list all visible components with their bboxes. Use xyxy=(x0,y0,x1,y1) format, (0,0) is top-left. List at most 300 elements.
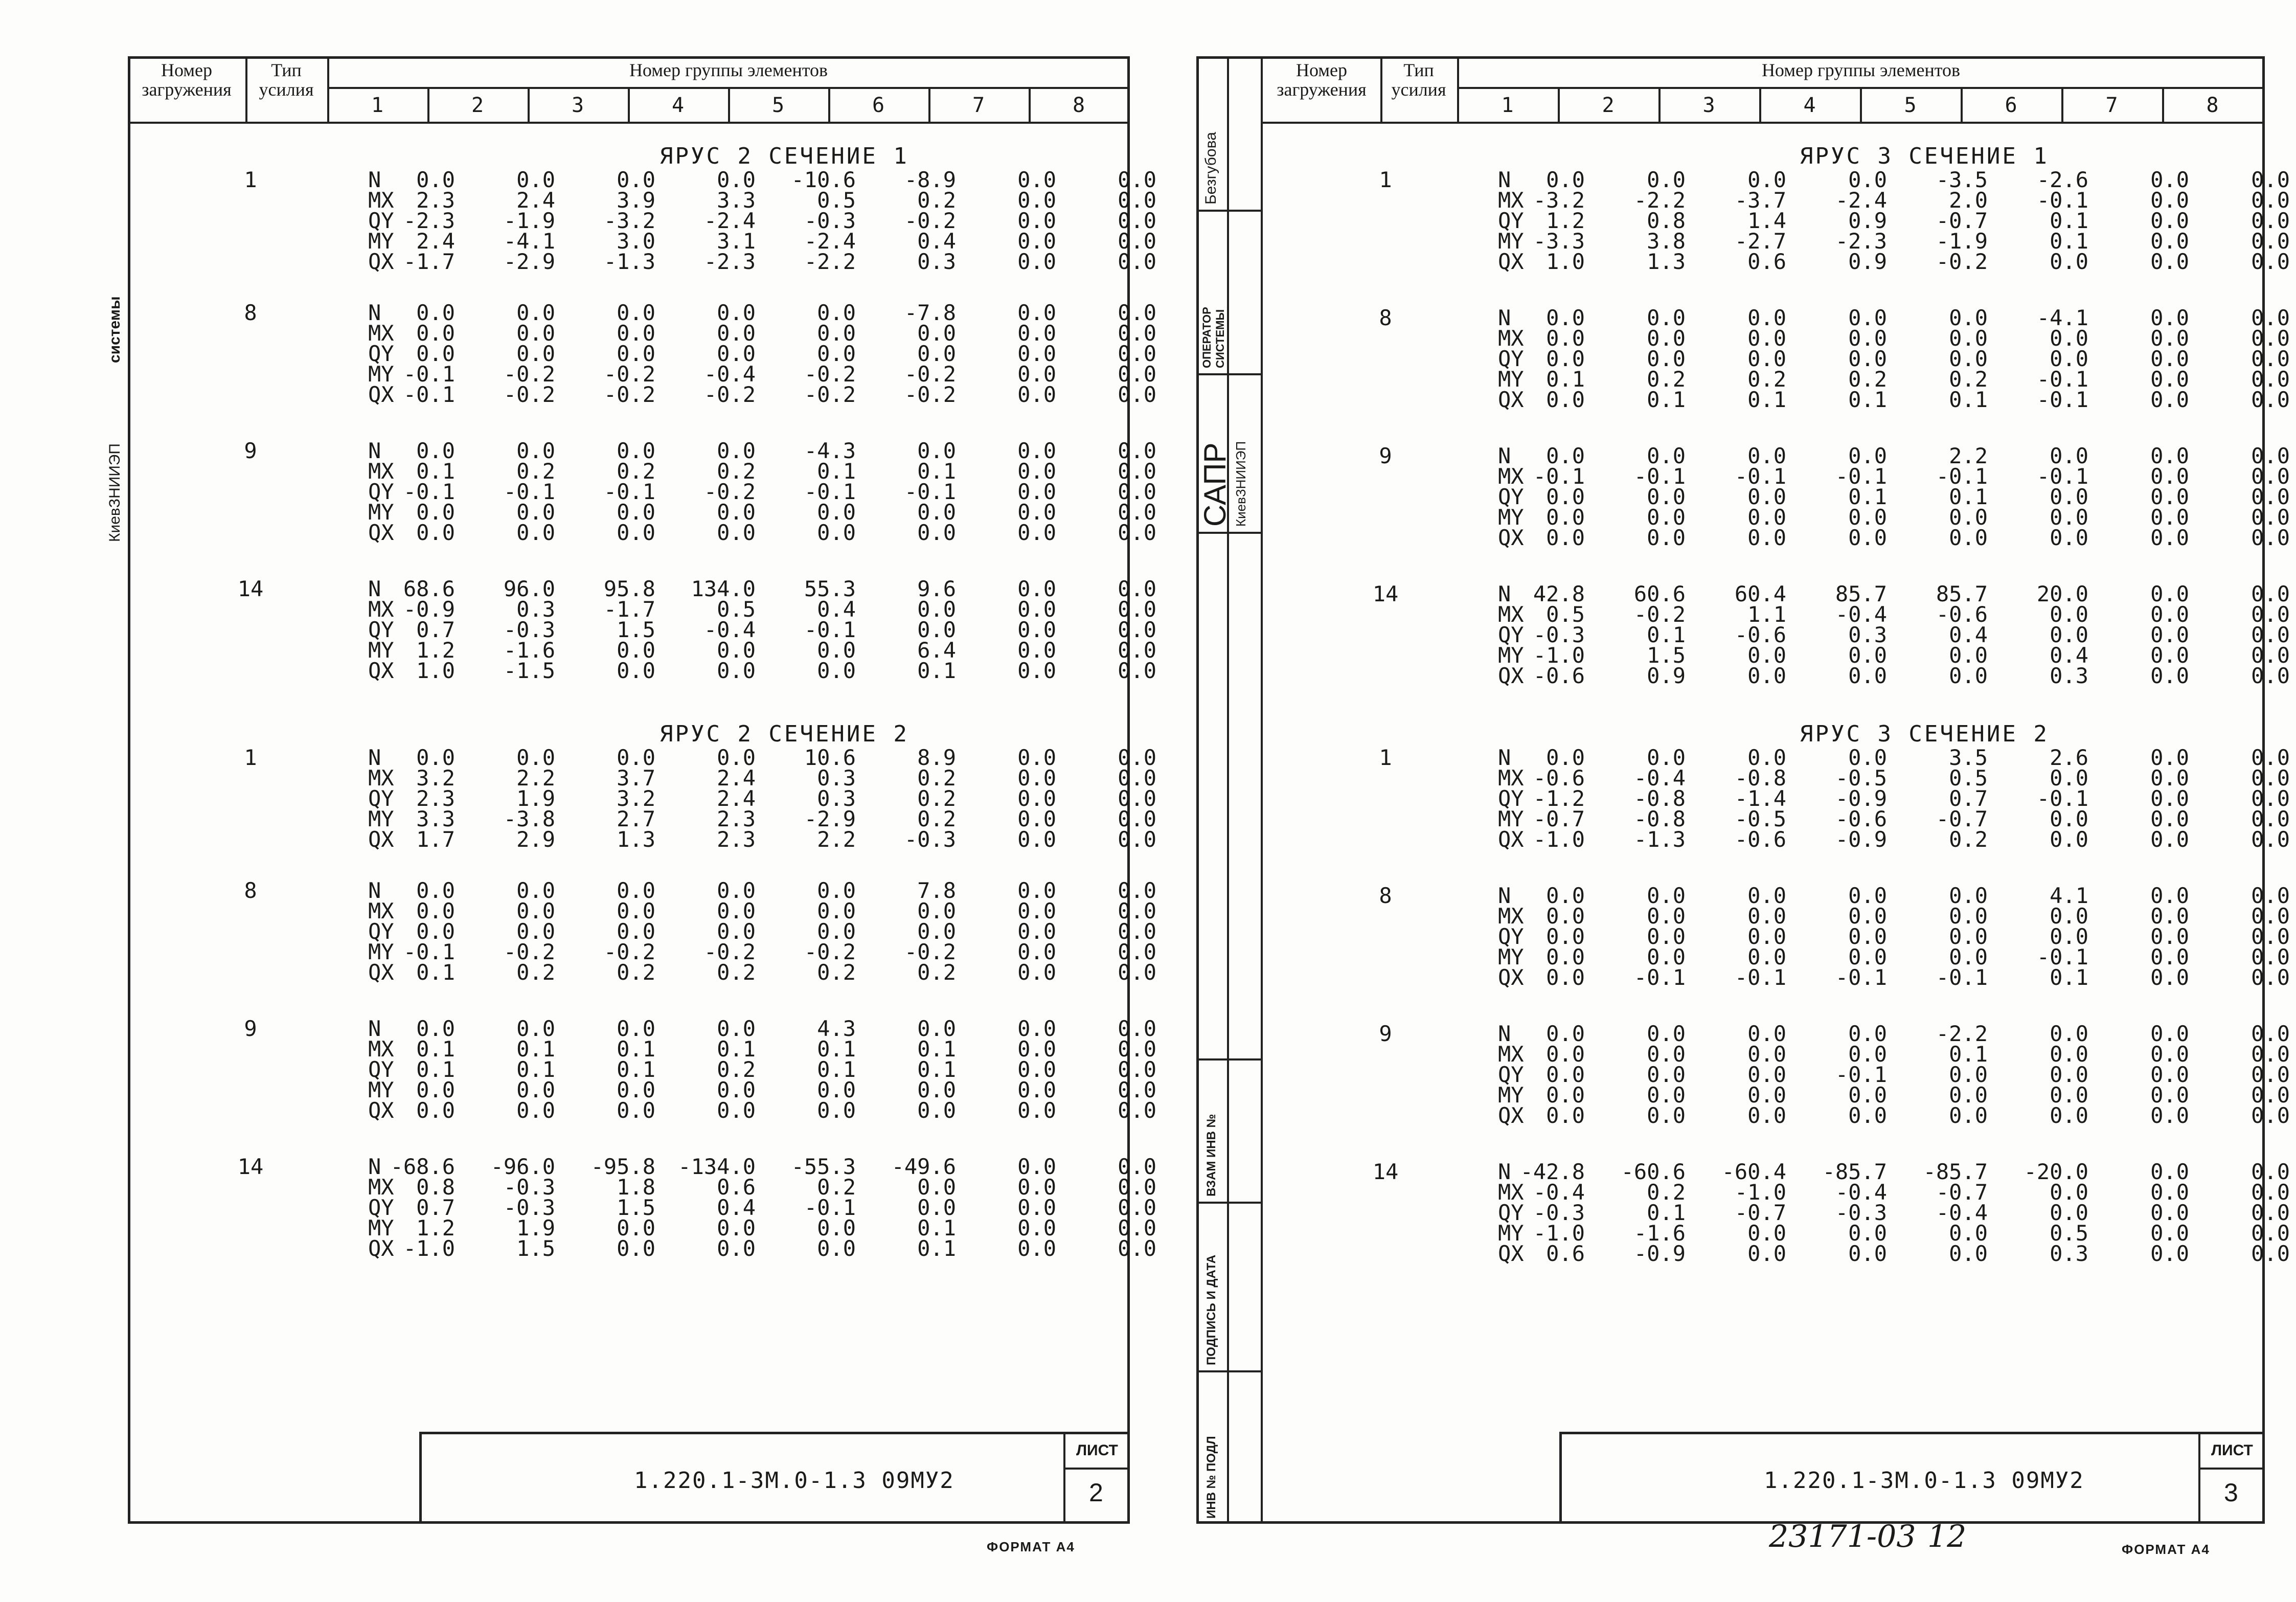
cell-value: 0.0 xyxy=(1118,898,1156,923)
cell-value: 0.0 xyxy=(416,520,455,545)
cell-value: 0.0 xyxy=(1747,1042,1786,1067)
cell-value: 0.1 xyxy=(917,658,956,683)
cell-value: -0.3 xyxy=(804,208,856,233)
cell-value: -55.3 xyxy=(791,1154,856,1179)
cell-value: 0.0 xyxy=(2251,1200,2290,1225)
cell-value: 0.0 xyxy=(1848,1082,1887,1108)
force-type: QX xyxy=(1498,663,1524,688)
cell-value: 0.0 xyxy=(1118,597,1156,622)
cell-value: 3.8 xyxy=(1647,229,1686,254)
table-row xyxy=(1196,1042,2290,1067)
cell-value: 3.3 xyxy=(416,806,455,831)
cell-value: -1.5 xyxy=(503,658,555,683)
cell-value: -0.2 xyxy=(904,362,956,387)
force-type: QY xyxy=(368,786,394,811)
cell-value: 0.0 xyxy=(817,321,856,346)
cell-value: 0.2 xyxy=(1747,367,1786,392)
cell-value: 0.0 xyxy=(2251,208,2290,233)
cell-value: -3.2 xyxy=(1533,188,1585,213)
cell-value: -0.1 xyxy=(603,479,655,504)
table-row xyxy=(1196,464,2290,489)
cell-value: 0.0 xyxy=(917,898,956,923)
cell-value: 0.1 xyxy=(1546,367,1585,392)
cell-value: 0.0 xyxy=(817,1215,856,1240)
table-row xyxy=(1196,965,2290,990)
cell-value: 6.4 xyxy=(917,638,956,663)
cell-value: 0.0 xyxy=(1647,326,1686,351)
force-type: N xyxy=(368,1016,381,1041)
cell-value: 0.0 xyxy=(1118,1036,1156,1062)
force-type: MX xyxy=(1498,602,1524,627)
cell-value: 0.0 xyxy=(1747,904,1786,929)
cell-value: 0.1 xyxy=(1747,387,1786,412)
cell-value: 0.0 xyxy=(1017,1195,1056,1220)
cell-value: 0.0 xyxy=(416,300,455,325)
cell-value: 0.0 xyxy=(1848,1221,1887,1246)
table-row xyxy=(1196,827,2290,852)
force-type: QY xyxy=(368,208,394,233)
cell-value: 0.4 xyxy=(2050,643,2088,668)
group-number-6: 6 xyxy=(872,94,885,117)
force-type: MY xyxy=(1498,367,1524,392)
force-type: MY xyxy=(368,1215,394,1240)
cell-value: 0.0 xyxy=(2251,1062,2290,1087)
cell-value: 0.0 xyxy=(2251,765,2290,791)
cell-value: 0.1 xyxy=(817,459,856,484)
cell-value: 0.0 xyxy=(1118,341,1156,366)
cell-value: 0.0 xyxy=(2150,944,2189,969)
table-row xyxy=(1196,1082,2290,1108)
cell-value: 0.0 xyxy=(2251,1221,2290,1246)
cell-value: 0.0 xyxy=(416,745,455,770)
cell-value: 0.0 xyxy=(1017,638,1056,663)
cell-value: 0.1 xyxy=(917,1215,956,1240)
group-number-8: 8 xyxy=(1072,94,1085,117)
cell-value: 0.0 xyxy=(817,878,856,903)
cell-value: 0.0 xyxy=(2251,387,2290,412)
force-type: N xyxy=(368,1154,381,1179)
cell-value: 0.0 xyxy=(817,500,856,525)
cell-value: 0.0 xyxy=(2251,924,2290,949)
handwritten-sheet: 12 xyxy=(1927,1519,1967,1554)
cell-value: 0.0 xyxy=(1017,438,1056,463)
cell-value: 0.0 xyxy=(1647,484,1686,509)
cell-value: 0.0 xyxy=(1017,382,1056,407)
force-type: MX xyxy=(1498,1042,1524,1067)
cell-value: -0.1 xyxy=(403,939,455,964)
cell-value: 0.6 xyxy=(1747,249,1786,274)
cell-value: -0.1 xyxy=(904,479,956,504)
table-row xyxy=(102,167,1156,192)
cell-value: 0.5 xyxy=(1949,765,1988,791)
cell-value: -3.2 xyxy=(603,208,655,233)
table-row xyxy=(1196,1241,2290,1266)
group-number-5: 5 xyxy=(1904,94,1917,117)
cell-value: 0.0 xyxy=(717,500,756,525)
cell-value: 0.0 xyxy=(2251,525,2290,550)
cell-value: 0.0 xyxy=(2251,1103,2290,1128)
cell-value: -0.8 xyxy=(1633,806,1686,831)
cell-value: 0.0 xyxy=(717,1077,756,1102)
cell-value: 0.0 xyxy=(1118,765,1156,791)
cell-value: 0.0 xyxy=(1747,1021,1786,1046)
cell-value: 0.0 xyxy=(1848,745,1887,770)
cell-value: 0.0 xyxy=(717,520,756,545)
cell-value: 0.0 xyxy=(2050,827,2088,852)
cell-value: 0.0 xyxy=(1949,883,1988,908)
cell-value: 0.0 xyxy=(1118,321,1156,346)
cell-value: 0.0 xyxy=(2251,443,2290,468)
cell-value: 0.0 xyxy=(1017,898,1056,923)
cell-value: 3.9 xyxy=(617,188,655,213)
cell-value: 0.0 xyxy=(416,1016,455,1041)
cell-value: 0.0 xyxy=(1118,300,1156,325)
table-row xyxy=(102,878,1156,903)
cell-value: -1.9 xyxy=(1936,229,1988,254)
cell-value: 0.0 xyxy=(1647,745,1686,770)
cell-value: -2.3 xyxy=(703,249,756,274)
force-type: QY xyxy=(1498,208,1524,233)
cell-value: -0.1 xyxy=(2036,944,2088,969)
cell-value: 0.0 xyxy=(2251,167,2290,192)
section-title: ЯРУС 3 СЕЧЕНИЕ 1 xyxy=(1800,143,2049,169)
cell-value: 0.0 xyxy=(817,638,856,663)
cell-value: 0.0 xyxy=(2050,1021,2088,1046)
cell-value: 0.0 xyxy=(1118,1016,1156,1041)
table-row xyxy=(102,617,1156,642)
cell-value: 0.0 xyxy=(1017,1016,1056,1041)
cell-value: -0.1 xyxy=(804,479,856,504)
cell-value: 0.0 xyxy=(1546,904,1585,929)
cell-value: -2.6 xyxy=(2036,167,2088,192)
cell-value: 0.0 xyxy=(717,658,756,683)
cell-value: 0.0 xyxy=(1118,658,1156,683)
cell-value: 55.3 xyxy=(804,576,856,601)
cell-value: 0.0 xyxy=(516,500,555,525)
cell-value: -1.3 xyxy=(1633,827,1686,852)
cell-value: -1.7 xyxy=(403,249,455,274)
cell-value: 0.0 xyxy=(1118,960,1156,985)
cell-value: 0.0 xyxy=(2150,525,2189,550)
cell-value: 0.0 xyxy=(1546,745,1585,770)
cell-value: -0.4 xyxy=(1835,1180,1887,1205)
cell-value: -134.0 xyxy=(678,1154,756,1179)
cell-value: 0.0 xyxy=(1848,924,1887,949)
cell-value: 0.0 xyxy=(1017,827,1056,852)
cell-value: -0.7 xyxy=(1936,208,1988,233)
cell-value: 0.4 xyxy=(917,229,956,254)
cell-value: 0.2 xyxy=(516,459,555,484)
cell-value: -0.2 xyxy=(904,382,956,407)
cell-value: 0.1 xyxy=(1848,484,1887,509)
force-type: MY xyxy=(1498,643,1524,668)
cell-value: -0.1 xyxy=(804,617,856,642)
cell-value: -0.2 xyxy=(603,362,655,387)
cell-value: -4.3 xyxy=(804,438,856,463)
cell-value: 0.0 xyxy=(817,1098,856,1123)
cell-value: 0.0 xyxy=(2050,1082,2088,1108)
cell-value: -0.4 xyxy=(703,617,756,642)
cell-value: 0.0 xyxy=(1017,939,1056,964)
cell-value: 1.4 xyxy=(1747,208,1786,233)
force-type: MY xyxy=(368,500,394,525)
cell-value: -0.2 xyxy=(804,382,856,407)
cell-value: 0.8 xyxy=(416,1175,455,1200)
cell-value: 0.0 xyxy=(2150,1103,2189,1128)
cell-value: 0.0 xyxy=(2251,944,2290,969)
force-type: N xyxy=(1498,305,1511,330)
cell-value: 0.2 xyxy=(817,960,856,985)
cell-value: 0.0 xyxy=(516,520,555,545)
left-stamp-systems: системы xyxy=(106,296,123,363)
cell-value: 0.0 xyxy=(1017,919,1056,944)
cell-value: 0.2 xyxy=(717,459,756,484)
cell-value: 0.0 xyxy=(617,745,655,770)
cell-value: 0.1 xyxy=(2050,229,2088,254)
cell-value: 0.0 xyxy=(516,438,555,463)
cell-value: 0.0 xyxy=(817,300,856,325)
cell-value: 8.9 xyxy=(917,745,956,770)
cell-value: -0.2 xyxy=(804,939,856,964)
cell-value: 0.0 xyxy=(1017,459,1056,484)
cell-value: 0.0 xyxy=(917,597,956,622)
cell-value: 0.2 xyxy=(1949,827,1988,852)
cell-value: 0.0 xyxy=(1118,208,1156,233)
cell-value: 0.0 xyxy=(1017,658,1056,683)
cell-value: 0.0 xyxy=(917,919,956,944)
cell-value: -0.8 xyxy=(1734,765,1786,791)
cell-value: -0.3 xyxy=(1835,1200,1887,1225)
cell-value: 0.0 xyxy=(1546,944,1585,969)
cell-value: -2.2 xyxy=(804,249,856,274)
cell-value: 0.0 xyxy=(2251,305,2290,330)
cell-value: 0.0 xyxy=(2050,249,2088,274)
cell-value: 0.0 xyxy=(2251,827,2290,852)
cell-value: 0.0 xyxy=(1848,1241,1887,1266)
cell-value: 0.1 xyxy=(1949,387,1988,412)
cell-value: 0.0 xyxy=(516,745,555,770)
cell-value: -8.9 xyxy=(904,167,956,192)
cell-value: 0.0 xyxy=(416,878,455,903)
cell-value: -2.4 xyxy=(804,229,856,254)
force-type: QX xyxy=(368,827,394,852)
cell-value: 0.0 xyxy=(2150,745,2189,770)
cell-value: 0.0 xyxy=(1017,806,1056,831)
cell-value: 0.2 xyxy=(1949,367,1988,392)
cell-value: -0.1 xyxy=(1633,965,1686,990)
cell-value: 0.0 xyxy=(1848,505,1887,530)
cell-value: 0.0 xyxy=(2150,249,2189,274)
cell-value: 0.0 xyxy=(2050,1062,2088,1087)
cell-value: -0.1 xyxy=(1533,464,1585,489)
cell-value: 0.0 xyxy=(617,500,655,525)
table-row xyxy=(102,1036,1156,1062)
table-row xyxy=(1196,1200,2290,1225)
cell-value: 0.0 xyxy=(2251,1159,2290,1184)
cell-value: 0.0 xyxy=(1017,617,1056,642)
cell-value: 0.0 xyxy=(1747,1062,1786,1087)
cell-value: 0.0 xyxy=(1546,1021,1585,1046)
cell-value: 0.0 xyxy=(1017,321,1056,346)
table-row xyxy=(1196,581,2290,606)
cell-value: 0.0 xyxy=(917,1077,956,1102)
table-row xyxy=(102,1236,1156,1261)
cell-value: 0.0 xyxy=(1118,617,1156,642)
force-type: N xyxy=(368,878,381,903)
table-row xyxy=(102,1154,1156,1179)
cell-value: 0.0 xyxy=(2150,326,2189,351)
force-type: MX xyxy=(368,898,394,923)
cell-value: -1.0 xyxy=(403,1236,455,1261)
table-row xyxy=(1196,904,2290,929)
cell-value: 0.0 xyxy=(917,617,956,642)
cell-value: 0.0 xyxy=(717,745,756,770)
cell-value: 0.0 xyxy=(2251,484,2290,509)
cell-value: 0.0 xyxy=(2150,484,2189,509)
cell-value: 0.0 xyxy=(1017,576,1056,601)
cell-value: 0.0 xyxy=(516,1077,555,1102)
cell-value: 0.0 xyxy=(617,658,655,683)
table-row xyxy=(102,1175,1156,1200)
cell-value: 0.0 xyxy=(2150,346,2189,371)
cell-value: 0.0 xyxy=(1647,883,1686,908)
force-type: QX xyxy=(1498,525,1524,550)
cell-value: 0.0 xyxy=(1949,525,1988,550)
cell-value: -0.6 xyxy=(1734,622,1786,647)
cell-value: 0.2 xyxy=(1647,367,1686,392)
table-row xyxy=(102,321,1156,346)
load-number: 9 xyxy=(1379,443,1392,468)
cell-value: 0.0 xyxy=(2150,229,2189,254)
cell-value: -10.6 xyxy=(791,167,856,192)
cell-value: 0.0 xyxy=(1949,1103,1988,1128)
cell-value: 0.1 xyxy=(817,1057,856,1082)
cell-value: 2.3 xyxy=(717,806,756,831)
cell-value: 0.0 xyxy=(917,1175,956,1200)
load-number: 1 xyxy=(244,745,257,770)
cell-value: 0.0 xyxy=(1647,346,1686,371)
cell-value: 0.0 xyxy=(2251,367,2290,392)
load-number-header: Номер загружения xyxy=(142,60,232,100)
load-number: 8 xyxy=(1379,883,1392,908)
table-row xyxy=(102,1195,1156,1220)
group-number-2: 2 xyxy=(471,94,484,117)
group-number-3: 3 xyxy=(1702,94,1715,117)
table-row xyxy=(102,208,1156,233)
cell-value: 0.0 xyxy=(1118,520,1156,545)
load-number: 14 xyxy=(237,1154,264,1179)
cell-value: -4.1 xyxy=(2036,305,2088,330)
cell-value: -95.8 xyxy=(590,1154,655,1179)
cell-value: 0.0 xyxy=(1747,944,1786,969)
force-type: QX xyxy=(1498,965,1524,990)
cell-value: 0.0 xyxy=(2150,581,2189,606)
cell-value: 0.0 xyxy=(1017,1077,1056,1102)
table-row xyxy=(102,1098,1156,1123)
cell-value: 85.7 xyxy=(1936,581,1988,606)
group-number-5: 5 xyxy=(771,94,785,117)
cell-value: 0.0 xyxy=(1647,924,1686,949)
cell-value: 0.0 xyxy=(2150,965,2189,990)
cell-value: 0.0 xyxy=(717,919,756,944)
cell-value: -3.3 xyxy=(1533,229,1585,254)
cell-value: 0.0 xyxy=(2050,525,2088,550)
cell-value: 0.3 xyxy=(817,765,856,791)
cell-value: 0.0 xyxy=(416,438,455,463)
cell-value: 0.6 xyxy=(1546,1241,1585,1266)
force-type: N xyxy=(1498,745,1511,770)
cell-value: 0.0 xyxy=(617,898,655,923)
cell-value: 0.0 xyxy=(2150,827,2189,852)
table-row xyxy=(102,1057,1156,1082)
cell-value: -0.5 xyxy=(1835,765,1887,791)
cell-value: 0.0 xyxy=(2050,443,2088,468)
force-type: MY xyxy=(1498,505,1524,530)
force-type: QY xyxy=(1498,924,1524,949)
force-type: MX xyxy=(368,765,394,791)
stamp-inv: ИНВ № ПОДЛ xyxy=(1204,1436,1218,1519)
cell-value: 0.0 xyxy=(617,919,655,944)
cell-value: 0.0 xyxy=(2251,1042,2290,1067)
table-row xyxy=(102,745,1156,770)
cell-value: 0.1 xyxy=(416,459,455,484)
cell-value: 0.0 xyxy=(717,1098,756,1123)
cell-value: 0.2 xyxy=(917,960,956,985)
right-doc-code: 1.220.1-3М.0-1.3 09МУ2 xyxy=(1764,1468,2084,1494)
cell-value: -0.1 xyxy=(1734,965,1786,990)
table-row xyxy=(1196,622,2290,647)
cell-value: 0.0 xyxy=(2251,1082,2290,1108)
force-type: MY xyxy=(1498,1221,1524,1246)
cell-value: 68.6 xyxy=(403,576,455,601)
force-type: QX xyxy=(1498,249,1524,274)
cell-value: 0.0 xyxy=(1546,1042,1585,1067)
cell-value: 0.1 xyxy=(416,1036,455,1062)
cell-value: -0.8 xyxy=(1633,786,1686,811)
cell-value: 0.2 xyxy=(1647,1180,1686,1205)
cell-value: -0.1 xyxy=(1835,464,1887,489)
cell-value: 0.0 xyxy=(1647,305,1686,330)
force-type: N xyxy=(368,438,381,463)
force-type: MX xyxy=(1498,188,1524,213)
cell-value: 0.0 xyxy=(2150,924,2189,949)
cell-value: 0.0 xyxy=(1747,1103,1786,1128)
cell-value: 3.0 xyxy=(617,229,655,254)
cell-value: 0.0 xyxy=(617,1016,655,1041)
cell-value: 0.1 xyxy=(516,1036,555,1062)
cell-value: -2.3 xyxy=(403,208,455,233)
cell-value: 0.0 xyxy=(1949,326,1988,351)
cell-value: -1.2 xyxy=(1533,786,1585,811)
cell-value: 0.0 xyxy=(1017,1154,1056,1179)
cell-value: -0.2 xyxy=(703,479,756,504)
cell-value: 0.5 xyxy=(1546,602,1585,627)
cell-value: 0.0 xyxy=(1546,1103,1585,1128)
force-type: QX xyxy=(368,1236,394,1261)
cell-value: 0.0 xyxy=(1647,904,1686,929)
cell-value: 1.3 xyxy=(617,827,655,852)
cell-value: 0.0 xyxy=(1118,167,1156,192)
load-number: 8 xyxy=(1379,305,1392,330)
cell-value: 0.1 xyxy=(717,1036,756,1062)
cell-value: 0.0 xyxy=(1949,1241,1988,1266)
cell-value: 0.0 xyxy=(1118,229,1156,254)
left-sheet-number: 2 xyxy=(1089,1478,1103,1507)
cell-value: -0.1 xyxy=(403,362,455,387)
section-title: ЯРУС 2 СЕЧЕНИЕ 1 xyxy=(660,143,909,169)
cell-value: 0.0 xyxy=(2150,765,2189,791)
table-row xyxy=(102,1215,1156,1240)
